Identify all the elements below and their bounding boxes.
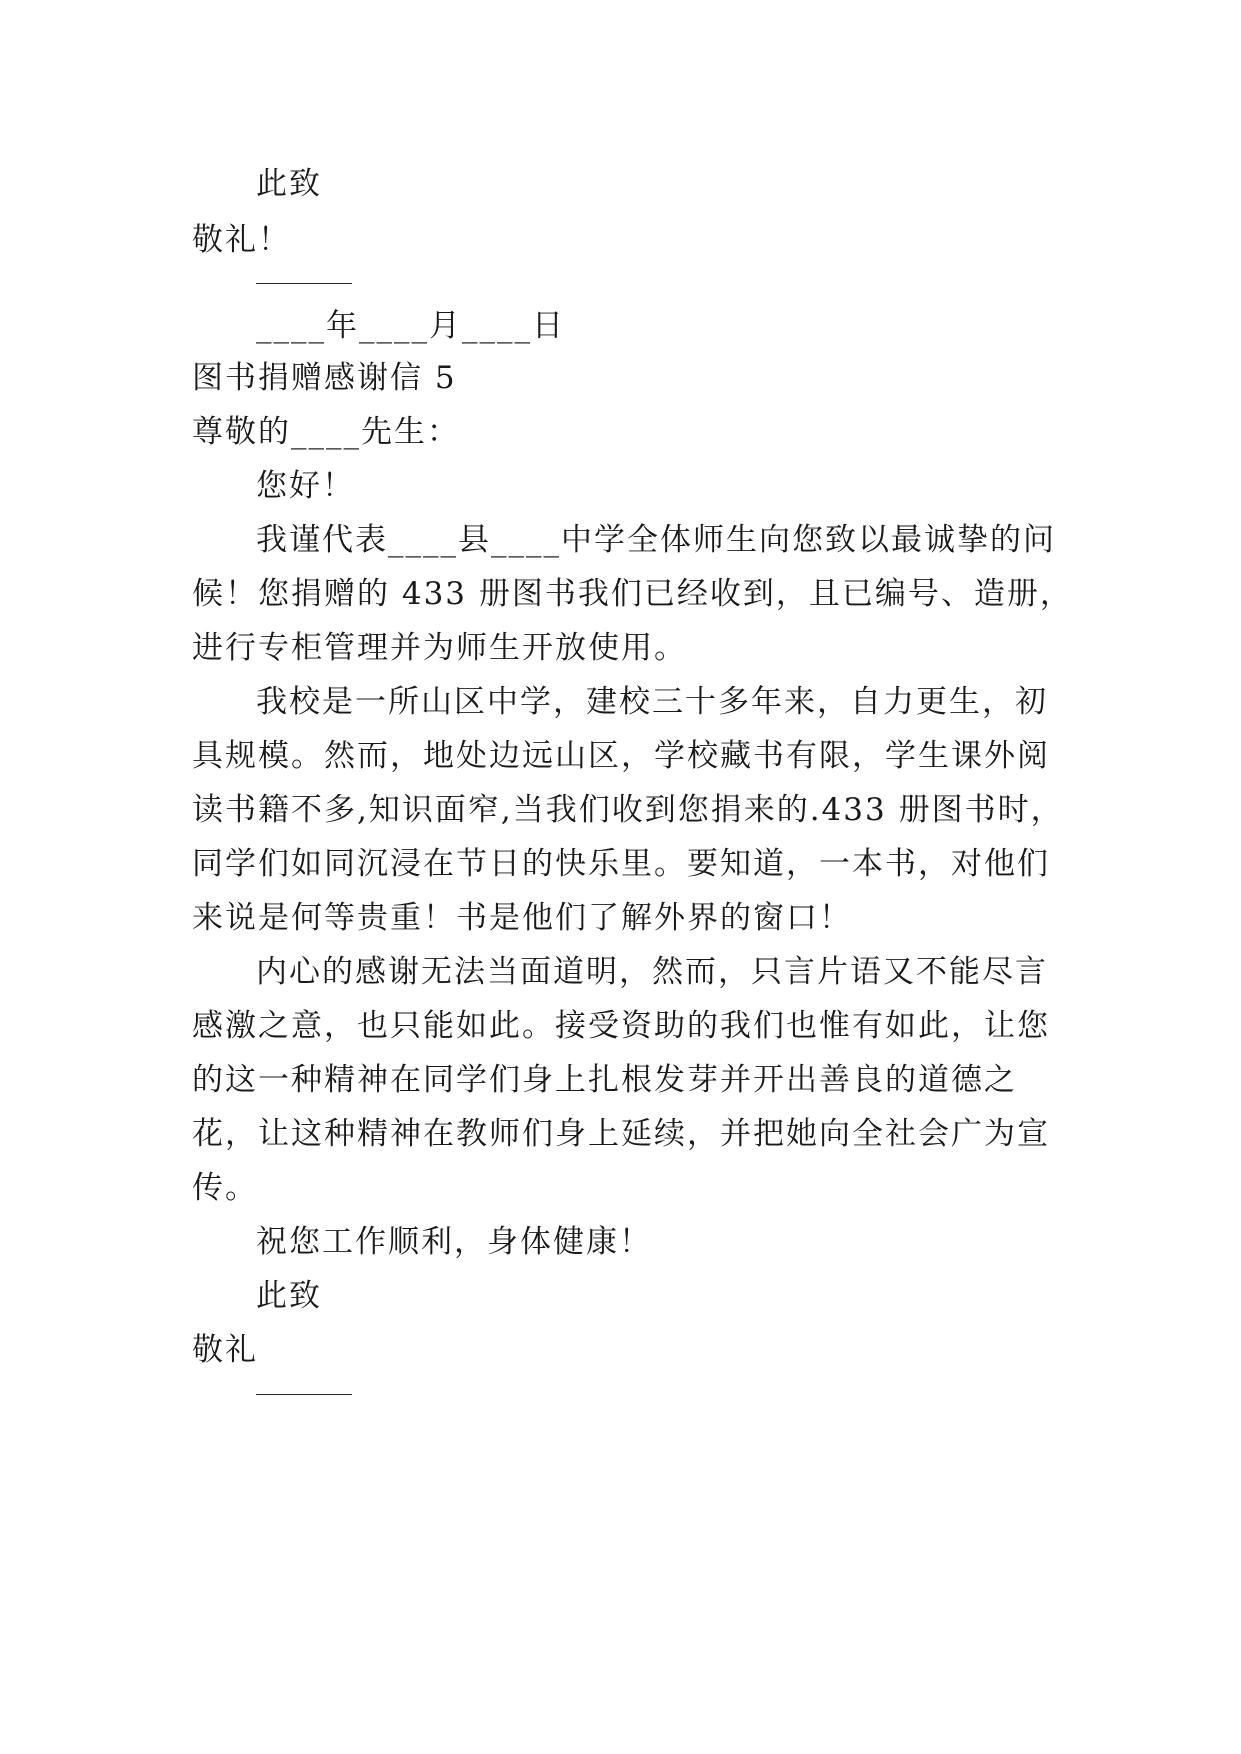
- signature-line: [256, 283, 352, 284]
- closing-wish: 祝您工作顺利，身体健康！: [256, 1224, 652, 1260]
- paragraph-line: 具规模。然而，地处边远山区，学校藏书有限，学生课外阅: [192, 738, 1050, 774]
- signature-line: [256, 1394, 352, 1395]
- paragraph-line: 我谨代表____县____中学全体师生向您致以最诚挚的问: [256, 522, 1056, 558]
- paragraph-line: 我校是一所山区中学，建校三十多年来，自力更生，初: [256, 684, 1048, 720]
- paragraph-line: 传。: [192, 1170, 258, 1206]
- closing-salutation: 此致: [256, 1278, 322, 1314]
- closing-regards: 敬礼！: [192, 222, 291, 258]
- closing-salutation: 此致: [256, 166, 322, 202]
- paragraph-line: 进行专柜管理并为师生开放使用。: [192, 630, 687, 666]
- paragraph-line: 读书籍不多,知识面窄,当我们收到您捐来的.433 册图书时，: [192, 792, 1064, 828]
- closing-regards: 敬礼: [192, 1332, 258, 1368]
- paragraph-line: 内心的感谢无法当面道明，然而，只言片语又不能尽言: [256, 954, 1048, 990]
- paragraph-line: 同学们如同沉浸在节日的快乐里。要知道，一本书，对他们: [192, 846, 1050, 882]
- letter-greeting: 您好！: [256, 468, 355, 504]
- letter-addressee: 尊敬的____先生：: [192, 414, 460, 450]
- paragraph-line: 来说是何等贵重！书是他们了解外界的窗口！: [192, 900, 852, 936]
- paragraph-line: 的这一种精神在同学们身上扎根发芽并开出善良的道德之: [192, 1062, 1017, 1098]
- paragraph-line: 感激之意，也只能如此。接受资助的我们也惟有如此，让您: [192, 1008, 1050, 1044]
- paragraph-line: 候！您捐赠的 433 册图书我们已经收到，且已编号、造册，: [192, 576, 1073, 612]
- paragraph-line: 花，让这种精神在教师们身上延续，并把她向全社会广为宣: [192, 1116, 1050, 1152]
- letter-title: 图书捐赠感谢信 5: [192, 360, 457, 396]
- date-line: ____年____月____日: [256, 308, 565, 344]
